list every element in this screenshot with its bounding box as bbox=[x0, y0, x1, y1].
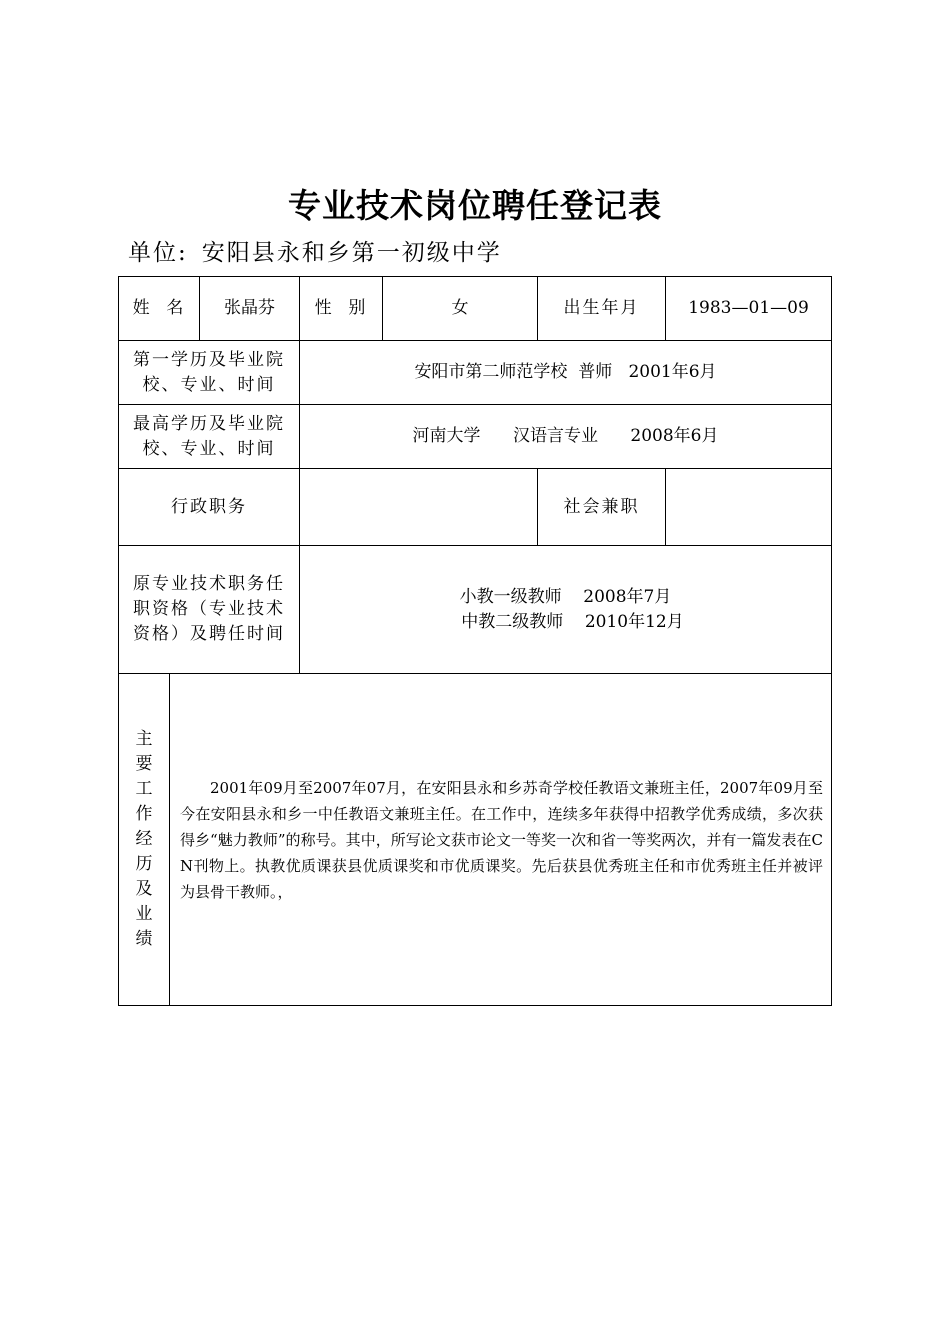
work-experience-label-char: 要 bbox=[135, 754, 153, 774]
admin-position-label: 行政职务 bbox=[119, 469, 300, 546]
qualification-value-line2: 中教二级教师 2010年12月 bbox=[461, 611, 684, 632]
work-experience-label-char: 经 bbox=[135, 829, 153, 849]
work-experience-label-char: 历 bbox=[135, 854, 153, 874]
qualification-value bbox=[300, 546, 832, 674]
row-positions bbox=[119, 469, 832, 546]
qualification-label-line3: 资格）及聘任时间 bbox=[133, 624, 285, 644]
qualification-label-line1: 原专业技术职务任 bbox=[133, 574, 285, 594]
qualification-label bbox=[119, 546, 300, 674]
gender-label: 性 别 bbox=[300, 277, 383, 341]
gender-value: 女 bbox=[383, 277, 538, 341]
work-experience-text: 2001年09月至2007年07月，在安阳县永和乡苏奇学校任教语文兼班主任，2007年09月至今在安阳县永和乡一中任教语文兼班主任。在工作中，连续多年获得中招教学优秀成绩，多次获得乡“魅力教师”的称号。其中，所写论文获市论文一等奖一次和省一等奖两次，并有一篇发表在CN刊物上。执教优质课获县优质课奖和市优质课奖。先后获县优秀班主任和市优秀班主任并被评为县骨干教师。， bbox=[180, 778, 823, 901]
highest-education-label-line1: 最高学历及毕业院 bbox=[133, 413, 285, 434]
social-position-value bbox=[666, 469, 832, 546]
registration-table bbox=[118, 276, 832, 1006]
row-work-experience bbox=[119, 674, 832, 1006]
unit-value: 安阳县永和乡第一初级中学 bbox=[201, 240, 502, 266]
work-experience-label-char: 主 bbox=[135, 729, 153, 749]
work-experience-label-char: 绩 bbox=[135, 929, 153, 949]
name-label: 姓 名 bbox=[119, 277, 200, 341]
highest-education-label-line2: 校、专业、时间 bbox=[142, 438, 276, 459]
birth-label: 出生年月 bbox=[538, 277, 666, 341]
admin-position-value bbox=[300, 469, 538, 546]
work-experience-label bbox=[119, 674, 170, 1006]
work-experience-label-char: 工 bbox=[135, 779, 153, 799]
row-qualification bbox=[119, 546, 832, 674]
first-education-label-line1: 第一学历及毕业院 bbox=[133, 349, 285, 370]
work-experience-label-char: 作 bbox=[135, 804, 153, 824]
work-experience-label-char: 业 bbox=[135, 904, 153, 924]
highest-education-value: 河南大学 汉语言专业 2008年6月 bbox=[300, 405, 832, 469]
social-position-label: 社会兼职 bbox=[538, 469, 666, 546]
form-title: 专业技术岗位聘任登记表 bbox=[288, 186, 662, 225]
first-education-label-line2: 校、专业、时间 bbox=[142, 374, 276, 395]
work-experience-label-char: 及 bbox=[135, 879, 153, 899]
row-first-education bbox=[119, 341, 832, 405]
unit-line bbox=[128, 234, 502, 267]
work-experience-cell bbox=[170, 674, 832, 1006]
row-basic-info bbox=[119, 277, 832, 341]
first-education-label bbox=[119, 341, 300, 405]
name-value: 张晶芬 bbox=[200, 277, 300, 341]
birth-value: 1983—01—09 bbox=[666, 277, 832, 341]
first-education-value: 安阳市第二师范学校 普师 2001年6月 bbox=[300, 341, 832, 405]
highest-education-label bbox=[119, 405, 300, 469]
qualification-label-line2: 职资格（专业技术 bbox=[133, 599, 285, 619]
qualification-value-line1: 小教一级教师 2008年7月 bbox=[459, 586, 672, 607]
unit-label: 单位: bbox=[128, 240, 188, 266]
row-highest-education bbox=[119, 405, 832, 469]
